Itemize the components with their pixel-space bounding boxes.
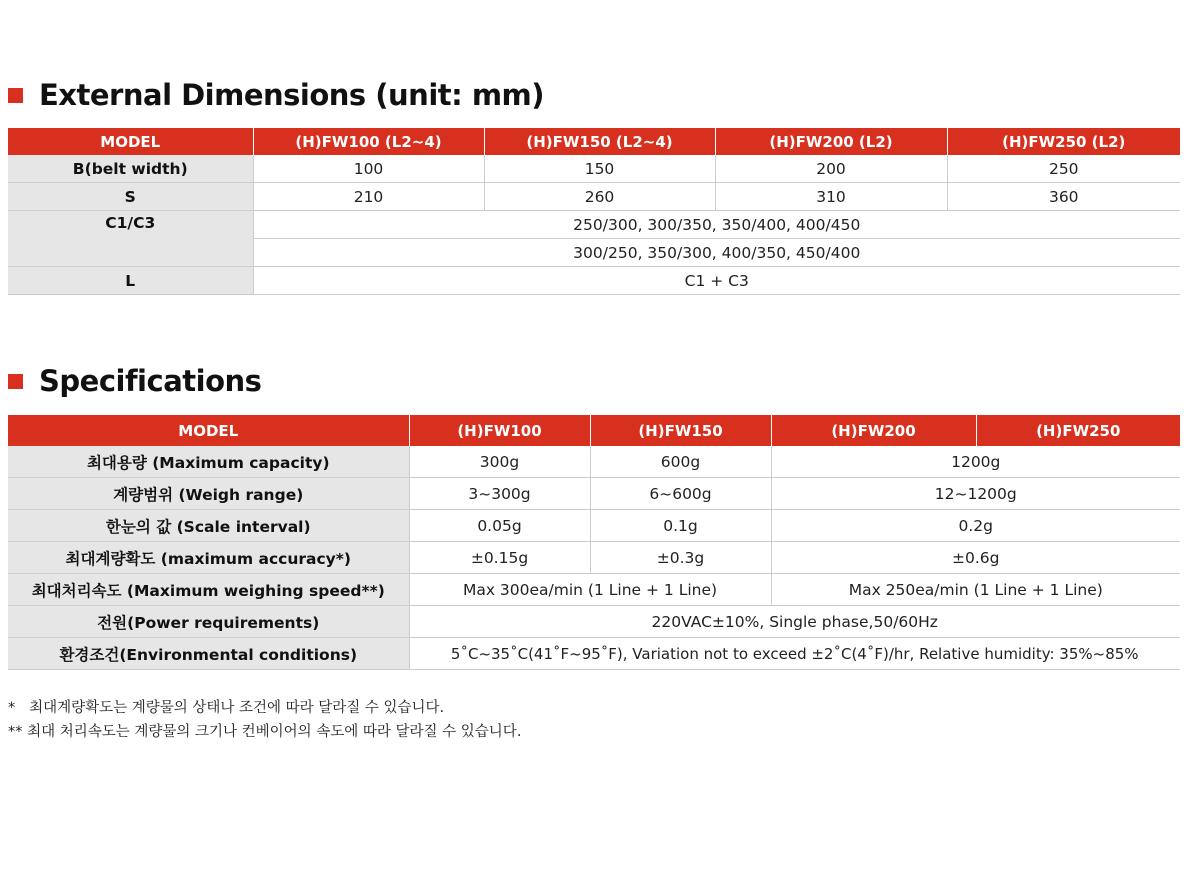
table-row	[8, 446, 1180, 478]
table-row	[8, 211, 1180, 239]
table-row	[8, 183, 1180, 211]
row-label-l: L	[8, 267, 253, 295]
table-row	[8, 155, 1180, 183]
row-label-power: 전원(Power requirements)	[8, 606, 409, 638]
row-label-accuracy: 최대계량확도 (maximum accuracy*)	[8, 542, 409, 574]
table-cell: ±0.15g	[409, 542, 590, 574]
table-row	[8, 510, 1180, 542]
table-cell: 0.2g	[771, 510, 1180, 542]
table-cell: 12~1200g	[771, 478, 1180, 510]
table-row	[8, 638, 1180, 670]
table-cell: 310	[715, 183, 947, 211]
header-fw150: (H)FW150 (L2~4)	[484, 128, 715, 155]
table-cell: 100	[253, 155, 484, 183]
footnote-speed: ** 최대 처리속도는 계량물의 크기나 컨베이어의 속도에 따라 달라질 수 있습니다.	[8, 724, 522, 740]
table-cell: Max 250ea/min (1 Line + 1 Line)	[771, 574, 1180, 606]
table-cell: 1200g	[771, 446, 1180, 478]
table-cell: 150	[484, 155, 715, 183]
specifications-table	[8, 415, 1180, 670]
specifications-title: Specifications	[39, 364, 262, 398]
row-label-capacity: 최대용량 (Maximum capacity)	[8, 446, 409, 478]
table-cell: 200	[715, 155, 947, 183]
row-label-range: 계량범위 (Weigh range)	[8, 478, 409, 510]
dimensions-heading	[8, 76, 544, 114]
section-marker-icon	[8, 374, 23, 389]
dimensions-table	[8, 128, 1180, 295]
table-cell: 6~600g	[590, 478, 771, 510]
header-fw100: (H)FW100 (L2~4)	[253, 128, 484, 155]
table-cell: 220VAC±10%, Single phase,50/60Hz	[409, 606, 1180, 638]
row-label-belt-width: B(belt width)	[8, 155, 253, 183]
table-cell: 250	[947, 155, 1180, 183]
table-cell: ±0.6g	[771, 542, 1180, 574]
table-row	[8, 606, 1180, 638]
table-cell: 300/250, 350/300, 400/350, 450/400	[253, 239, 1180, 267]
table-row	[8, 574, 1180, 606]
table-cell: 600g	[590, 446, 771, 478]
header-fw200: (H)FW200	[771, 415, 976, 446]
table-cell: 360	[947, 183, 1180, 211]
table-cell: ±0.3g	[590, 542, 771, 574]
header-fw150: (H)FW150	[590, 415, 771, 446]
header-model: MODEL	[8, 415, 409, 446]
section-marker-icon	[8, 88, 23, 103]
row-label-s: S	[8, 183, 253, 211]
table-cell: Max 300ea/min (1 Line + 1 Line)	[409, 574, 771, 606]
table-header-row	[8, 128, 1180, 155]
specifications-heading	[8, 362, 261, 400]
table-cell: 0.05g	[409, 510, 590, 542]
row-label-interval: 한눈의 값 (Scale interval)	[8, 510, 409, 542]
row-label-speed: 최대처리속도 (Maximum weighing speed**)	[8, 574, 409, 606]
header-fw250: (H)FW250 (L2)	[947, 128, 1180, 155]
footnote-accuracy: * 최대계량확도는 계량물의 상태나 조건에 따라 달라질 수 있습니다.	[8, 700, 445, 716]
table-row	[8, 542, 1180, 574]
header-fw250: (H)FW250	[976, 415, 1180, 446]
table-cell: 250/300, 300/350, 350/400, 400/450	[253, 211, 1180, 239]
header-model: MODEL	[8, 128, 253, 155]
table-cell: 5˚C~35˚C(41˚F~95˚F), Variation not to exceed ±2˚C(4˚F)/hr, Relative humidity: 35%~85%	[409, 638, 1180, 670]
table-cell: 3~300g	[409, 478, 590, 510]
table-cell: 210	[253, 183, 484, 211]
header-fw200: (H)FW200 (L2)	[715, 128, 947, 155]
footnotes	[8, 696, 521, 744]
table-cell: 300g	[409, 446, 590, 478]
table-cell: 0.1g	[590, 510, 771, 542]
header-fw100: (H)FW100	[409, 415, 590, 446]
table-cell: 260	[484, 183, 715, 211]
row-label-c1-c3: C1/C3	[8, 211, 253, 267]
table-header-row	[8, 415, 1180, 446]
dimensions-title: External Dimensions (unit: mm)	[39, 78, 545, 112]
table-row	[8, 267, 1180, 295]
row-label-environment: 환경조건(Environmental conditions)	[8, 638, 409, 670]
table-cell: C1 + C3	[253, 267, 1180, 295]
table-row	[8, 478, 1180, 510]
